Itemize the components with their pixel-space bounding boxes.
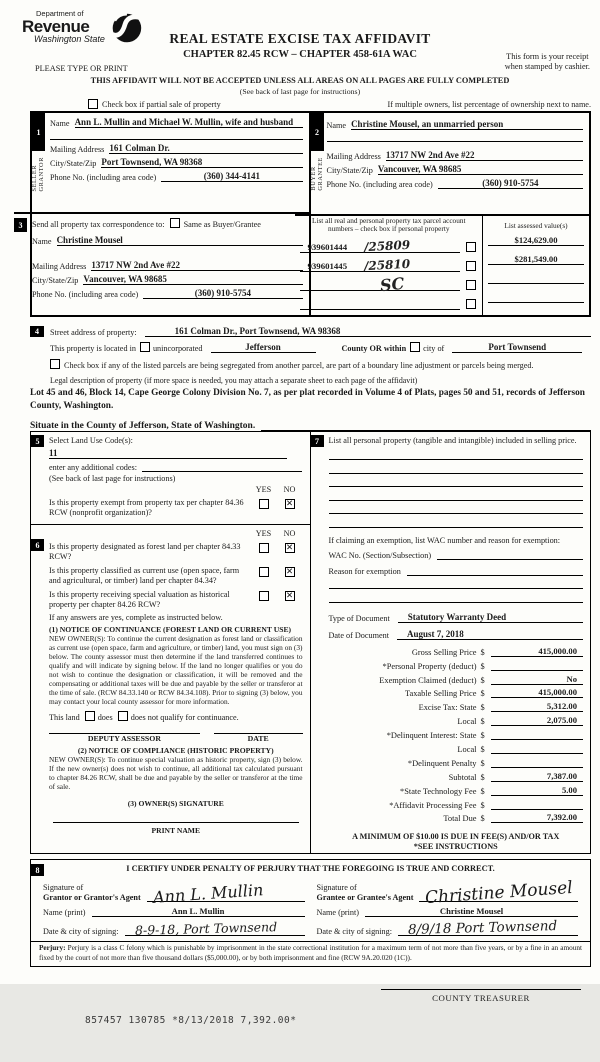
street-address-value[interactable]: 161 Colman Dr., Port Townsend, WA 98368 <box>145 326 591 337</box>
form-chapter: CHAPTER 82.45 RCW – CHAPTER 458-61A WAC <box>183 49 417 60</box>
section-3-number: 3 <box>14 218 27 232</box>
dollar-sign: $ <box>480 786 485 796</box>
date-label: DATE <box>247 733 269 743</box>
receipt-note-line1: This form is your receipt <box>506 52 589 61</box>
seller-grantor-side-label <box>33 157 46 192</box>
minimum-due-note: A MINIMUM OF $10.00 IS DUE IN FEE(S) AND/OR TAX <box>352 832 560 842</box>
same-as-buyer-checkbox[interactable] <box>170 218 180 228</box>
see-back-note: (See back of last page for instructions) <box>239 86 361 96</box>
exempt-question: Is this property exempt from property tax per chapter 84.36 RCW (nonprofit organization)? <box>49 497 244 517</box>
forest-land-question: Is this property designated as forest land per chapter 84.33 RCW? <box>49 541 241 561</box>
grantee-signature-block <box>311 875 585 939</box>
grantor-sig-label-line2: Grantor or Grantor's Agent <box>43 892 141 902</box>
parcel-numbers-block <box>295 214 590 315</box>
personal-property-label: List all personal property (tangible and intangible) included in selling price. <box>328 436 577 446</box>
parcel-1-personal-checkbox[interactable] <box>466 242 476 252</box>
form-header <box>0 0 600 96</box>
date-of-document-value[interactable]: August 7, 2018 <box>397 629 583 640</box>
buyer-name-extra-line[interactable] <box>327 130 584 142</box>
buyer-name-value[interactable]: Christine Mousel, an unmarried person <box>351 119 583 130</box>
personal-property-line-2[interactable] <box>329 460 584 474</box>
type-of-document-label: Type of Document <box>328 613 390 623</box>
grantee-signature: Christine Mousel <box>424 878 574 909</box>
historical-yes-checkbox[interactable] <box>259 591 269 601</box>
money-label-2: Exemption Claimed (deduct) <box>379 675 477 685</box>
money-label-5: Local <box>457 717 477 727</box>
assessed-values-header: List assessed value(s) <box>504 221 568 230</box>
yes-header: YES <box>255 485 272 495</box>
money-label-12: Total Due <box>443 814 477 824</box>
grantor-signature: Ann L. Mullin <box>152 880 264 908</box>
delinquent-penalty-value[interactable] <box>491 757 584 768</box>
seller-name-extra-line[interactable] <box>50 128 303 140</box>
unincorporated-checkbox[interactable] <box>140 342 150 352</box>
seller-block <box>50 117 303 209</box>
city-of-checkbox[interactable] <box>410 342 420 352</box>
grantee-side-label: GRANTEE <box>316 157 324 191</box>
please-type-or-print: PLEASE TYPE OR PRINT <box>35 64 128 73</box>
exemption-claimed-value[interactable]: No <box>491 674 584 685</box>
buyer-phone-value[interactable]: (360) 910-5754 <box>438 178 583 189</box>
logo-state-text: Washington State <box>34 33 105 44</box>
wac-label: WAC No. (Section/Subsection) <box>328 550 432 560</box>
cashier-stamp: 857457 130785 *8/13/2018 7,392.00* <box>85 1015 297 1027</box>
parcel-1-handwritten: /25809 <box>363 237 410 254</box>
owners-signature-line[interactable] <box>53 808 299 823</box>
section-7-number: 7 <box>311 435 324 447</box>
grantee-name-print-value[interactable]: Christine Mousel <box>365 906 578 917</box>
money-label-4: Excise Tax: State <box>418 703 477 713</box>
reason-line[interactable] <box>407 575 583 576</box>
situate-statement: Situate in the County of Jefferson, State of Washington. <box>30 421 256 432</box>
buyer-city-value[interactable]: Vancouver, WA 98685 <box>378 164 583 175</box>
segregated-checkbox[interactable] <box>50 359 60 369</box>
current-use-no-checkbox[interactable] <box>285 567 295 577</box>
details-box <box>30 431 591 854</box>
affidavit-processing-fee-value[interactable] <box>491 799 584 810</box>
parcel-2-personal-checkbox[interactable] <box>466 261 476 271</box>
corr-phone-label: Phone No. (including area code) <box>32 290 139 299</box>
section-7-personal-property <box>311 432 591 853</box>
section-8-number: 8 <box>31 864 44 876</box>
section-1-number: 1 <box>32 113 45 151</box>
section-5-land-use <box>31 432 310 524</box>
legal-description-value[interactable]: Lot 45 and 46, Block 14, Cape George Colony Division No. 7, as per plat recorded in Volume 4 of Plats, pages 50 and 51, records of Jefferson County, Washington. <box>30 388 585 411</box>
dollar-sign: $ <box>480 744 485 754</box>
corr-city-label: City/State/Zip <box>32 276 79 285</box>
parcel-numbers-header: List all real and personal property tax parcel account numbers – check box if personal property <box>311 216 466 234</box>
grantor-signature-block <box>37 875 311 939</box>
corr-phone-value[interactable]: (360) 910-5754 <box>143 288 302 299</box>
grantee-sig-label <box>317 883 420 903</box>
dollar-sign: $ <box>480 814 485 824</box>
seller-name-value[interactable]: Ann L. Mullin and Michael W. Mullin, wife and husband <box>75 117 303 128</box>
logo-dept-text: Department of <box>36 9 84 18</box>
assessed-value-2[interactable]: $281,549.00 <box>488 254 584 265</box>
grantor-signature-line[interactable] <box>147 875 305 908</box>
this-land-label: This land <box>49 712 80 722</box>
section-4-property-address <box>30 321 591 412</box>
section-6-number: 6 <box>31 539 44 551</box>
money-label-3: Taxable Selling Price <box>404 689 477 699</box>
parcel-4-personal-checkbox[interactable] <box>466 299 476 309</box>
seller-phone-value[interactable]: (360) 344-4141 <box>161 171 302 182</box>
multiple-owners-note: If multiple owners, list percentage of ownership next to name. <box>387 99 591 109</box>
money-label-0: Gross Selling Price <box>411 647 477 657</box>
wac-line[interactable] <box>437 559 583 560</box>
parcel-row <box>300 234 479 253</box>
section-5-number: 5 <box>31 435 44 447</box>
personal-property-deduct-value[interactable] <box>491 660 584 671</box>
historical-no-checkbox[interactable] <box>285 591 295 601</box>
exemption-note: If claiming an exemption, list WAC number and reason for exemption: <box>328 535 561 545</box>
grantor-name-print-value[interactable]: Ann L. Mullin <box>92 906 305 917</box>
grantee-sig-label-line1: Signature of <box>316 882 357 892</box>
land-use-code-value[interactable]: 11 <box>49 448 287 459</box>
notice-compliance-body: NEW OWNER(S): To continue special valuation as historic property, sign (3) below. If the new owner(s) does not wish to continue, all additional tax calculated pursuant to chapter 84.26 RCW, shall be due and payable by the seller or transferor at the time of sale. <box>49 754 303 791</box>
notice-continuance-title: (1) NOTICE OF CONTINUANCE (FOREST LAND OR CURRENT USE) <box>49 625 292 635</box>
money-label-7: Local <box>457 744 477 754</box>
reason-line-3[interactable] <box>329 589 584 603</box>
grantor-date-city-line[interactable] <box>125 919 305 939</box>
deputy-assessor-label: DEPUTY ASSESSOR <box>87 733 161 743</box>
personal-property-line-1[interactable] <box>329 447 584 461</box>
dollar-sign: $ <box>480 772 485 782</box>
grantor-side-label: GRANTOR <box>38 157 45 192</box>
buyer-grantee-side-label <box>311 157 324 191</box>
logo-revenue-text: Revenue <box>22 16 90 36</box>
corr-name-label: Name <box>32 237 52 246</box>
dollar-sign: $ <box>480 689 485 699</box>
city-value[interactable]: Port Townsend <box>452 342 582 353</box>
dollar-sign: $ <box>480 758 485 768</box>
gross-selling-price-value[interactable]: 415,000.00 <box>491 646 584 657</box>
does-not-qualify-checkbox[interactable] <box>118 711 128 721</box>
dollar-sign: $ <box>480 675 485 685</box>
grantee-name-print-label: Name (print) <box>316 908 360 918</box>
excise-tax-local-value[interactable]: 2,075.00 <box>491 715 584 726</box>
state-technology-fee-value[interactable]: 5.00 <box>491 785 584 796</box>
legal-description-label: Legal description of property (if more space is needed, you may attach a separate sheet to each page of the affidavit) <box>50 376 418 385</box>
acceptance-notice: THIS AFFIDAVIT WILL NOT BE ACCEPTED UNLESS ALL AREAS ON ALL PAGES ARE FULLY COMPLETED <box>90 76 510 85</box>
personal-property-line-3[interactable] <box>329 474 584 488</box>
parcel-3-handwritten: SC <box>378 273 405 295</box>
same-as-buyer-label: Same as Buyer/Grantee <box>183 220 261 229</box>
personal-property-line-5[interactable] <box>329 501 584 515</box>
grantee-date-city-value: 8/9/18 Port Townsend <box>407 918 558 939</box>
reason-line-2[interactable] <box>329 576 584 590</box>
segregated-label: Check box if any of the listed parcels are being segregated from another parcel, are part of a boundary line adjustment or parcels being merged. <box>64 361 534 370</box>
total-due-value[interactable]: 7,392.00 <box>491 812 584 823</box>
section-2-number: 2 <box>311 113 324 151</box>
parcel-number-3[interactable] <box>300 273 461 295</box>
assessed-value-1[interactable]: $124,629.00 <box>488 235 584 246</box>
seller-side-label: SELLER <box>31 164 39 192</box>
current-use-yes-checkbox[interactable] <box>259 567 269 577</box>
section-4-number: 4 <box>30 326 44 337</box>
buyer-block <box>327 119 584 211</box>
dollar-sign: $ <box>480 661 485 671</box>
grantee-signature-line[interactable] <box>419 875 578 909</box>
city-of-label: city of <box>423 344 445 353</box>
buyer-mailing-value[interactable]: 13717 NW 2nd Ave #22 <box>386 150 583 161</box>
parcel-number-4[interactable] <box>300 309 461 310</box>
unincorporated-label: unincorporated <box>152 344 203 353</box>
grantor-date-city-label: Date & city of signing: <box>43 927 119 937</box>
subtotal-value[interactable]: 7,387.00 <box>491 771 584 782</box>
money-label-8: *Delinquent Penalty <box>407 758 477 768</box>
county-or-within-label: County OR within <box>341 344 407 353</box>
corr-name-value[interactable]: Christine Mousel <box>57 235 303 246</box>
does-label: does <box>97 712 113 722</box>
does-qualify-checkbox[interactable] <box>85 711 95 721</box>
certify-statement: I CERTIFY UNDER PENALTY OF PERJURY THAT THE FOREGOING IS TRUE AND CORRECT. <box>126 864 495 874</box>
additional-codes-line[interactable] <box>142 471 302 472</box>
see-instructions-note: *SEE INSTRUCTIONS <box>413 842 498 852</box>
grantor-name-print-label: Name (print) <box>43 908 86 918</box>
seller-mailing-value[interactable]: 161 Colman Dr. <box>109 143 302 154</box>
buyer-city-label: City/State/Zip <box>326 166 373 175</box>
seller-phone-label: Phone No. (including area code) <box>50 173 157 182</box>
dollar-sign: $ <box>480 703 485 713</box>
no-header-2: NO <box>283 529 296 539</box>
forest-no-checkbox[interactable] <box>285 543 295 553</box>
buyer-side-label: BUYER <box>309 166 317 191</box>
dollar-sign: $ <box>480 717 485 727</box>
exempt-yes-checkbox[interactable] <box>259 499 269 509</box>
reason-label: Reason for exemption <box>328 566 401 576</box>
grantee-date-city-label: Date & city of signing: <box>316 927 392 937</box>
grantor-sig-label-line1: Signature of <box>43 882 84 892</box>
buyer-mailing-label: Mailing Address <box>326 152 381 161</box>
send-correspondence-label: Send all property tax correspondence to: <box>32 220 165 229</box>
grantee-date-city-line[interactable] <box>398 918 578 939</box>
money-label-10: *State Technology Fee <box>400 786 477 796</box>
parcel-2-handwritten: /25810 <box>363 256 410 273</box>
excise-tax-state-value[interactable]: 5,312.00 <box>491 701 584 712</box>
corr-city-value[interactable]: Vancouver, WA 98685 <box>83 274 302 285</box>
assessed-value-4[interactable] <box>488 302 584 303</box>
yes-header-2: YES <box>255 529 272 539</box>
notice-compliance-title: (2) NOTICE OF COMPLIANCE (HISTORIC PROPERTY) <box>77 745 274 755</box>
street-address-label: Street address of property: <box>50 328 137 337</box>
land-use-label: Select Land Use Code(s): <box>49 436 133 446</box>
money-label-9: Subtotal <box>448 772 477 782</box>
form-title: REAL ESTATE EXCISE TAX AFFIDAVIT <box>169 31 431 46</box>
money-label-11: *Affidavit Processing Fee <box>389 800 477 810</box>
owners-signature-label: (3) OWNER(S) SIGNATURE <box>127 798 224 808</box>
taxable-selling-price-value[interactable]: 415,000.00 <box>491 687 584 698</box>
current-use-question: Is this property classified as current use (open space, farm and agricultural, or timber) land per chapter 84.34? <box>49 565 240 585</box>
partial-sale-label: Check box if partial sale of property <box>102 99 221 109</box>
perjury-label: Perjury: <box>39 944 66 953</box>
receipt-note-line2: when stamped by cashier. <box>504 62 590 72</box>
parcel-number-2[interactable]: 939601445 /25810 <box>300 261 461 272</box>
corr-mailing-value[interactable]: 13717 NW 2nd Ave #22 <box>91 260 302 271</box>
form-footer <box>30 967 591 1062</box>
type-of-document-value[interactable]: Statutory Warranty Deed <box>398 612 583 623</box>
exempt-no-checkbox[interactable] <box>285 499 295 509</box>
historical-question: Is this property receiving special valuation as historical property per chapter 84.26 RCW? <box>49 589 230 609</box>
receipt-note <box>505 52 590 73</box>
does-not-label: does not qualify for continuance. <box>130 712 239 722</box>
parties-box <box>18 111 591 317</box>
date-of-document-label: Date of Document <box>328 630 389 640</box>
perjury-statement <box>31 941 590 966</box>
perjury-text: Perjury is a class C felony which is punishable by imprisonment in the state correctional institution for a maximum term of not more than five years, or by a fine in an amount fixed by the court of not more than five thousand dollars ($5,000.00), or by both imprisonment and fine (RCW 9A.20.020 (1C)). <box>39 944 583 962</box>
section-3-tax-correspondence <box>14 212 309 302</box>
no-header: NO <box>283 485 296 495</box>
parcel-row <box>300 253 479 272</box>
personal-property-line-4[interactable] <box>329 487 584 501</box>
section-5-see-back: (See back of last page for instructions) <box>49 474 176 484</box>
dollar-sign: $ <box>480 647 485 657</box>
print-name-label: PRINT NAME <box>151 825 201 835</box>
seller-mailing-label: Mailing Address <box>50 145 105 154</box>
partial-sale-checkbox[interactable] <box>88 99 98 109</box>
grantor-sig-label <box>43 883 147 903</box>
dollar-sign: $ <box>480 731 485 741</box>
additional-codes-label: enter any additional codes: <box>49 463 137 473</box>
parcel-3-personal-checkbox[interactable] <box>466 280 476 290</box>
located-in-label: This property is located in <box>50 344 136 353</box>
money-label-1: *Personal Property (deduct) <box>382 661 477 671</box>
personal-property-line-6[interactable] <box>329 514 584 528</box>
parcel-number-1[interactable]: 939601444 /25809 <box>300 242 461 253</box>
seller-city-value[interactable]: Port Townsend, WA 98368 <box>101 157 302 168</box>
buyer-name-label: Name <box>326 121 347 130</box>
section-8-certification <box>30 859 591 967</box>
section-6-classifications <box>31 524 310 836</box>
if-yes-note: If any answers are yes, complete as instructed below. <box>49 613 223 623</box>
delinquent-interest-state-value[interactable] <box>491 729 584 740</box>
notice-continuance-body: NEW OWNER(S): To continue the current designation as forest land or classification as current use (open space, farm and agriculture, or timber) land, you must sign on (3) below. The county assessor must then determine if the land transferred continues to qualify and will indicate by signing below. If the land no longer qualifies or you do not wish to continue the designation or classification, it will be removed and the compensating or additional taxes will be due and payable by the seller or transferor at the time of sale. (RCW 84.33.140 or RCW 84.34.108). Prior to signing (3) below, you may contact your local county assessor for more information. <box>49 634 303 706</box>
dollar-sign: $ <box>480 800 485 810</box>
corr-mailing-label: Mailing Address <box>32 262 87 271</box>
parcel-row <box>300 272 479 295</box>
county-value[interactable]: Jefferson <box>211 342 316 353</box>
county-treasurer-label: COUNTY TREASURER <box>381 989 581 1003</box>
grantee-sig-label-line2: Grantee or Grantee's Agent <box>316 892 414 902</box>
seller-name-label: Name <box>50 119 70 128</box>
seller-city-label: City/State/Zip <box>50 159 97 168</box>
buyer-phone-label: Phone No. (including area code) <box>326 180 433 189</box>
money-label-6: *Delinquent Interest: State <box>386 731 477 741</box>
delinquent-interest-local-value[interactable] <box>491 743 584 754</box>
grantor-date-city-value: 8-9-18, Port Townsend <box>134 919 277 939</box>
forest-yes-checkbox[interactable] <box>259 543 269 553</box>
